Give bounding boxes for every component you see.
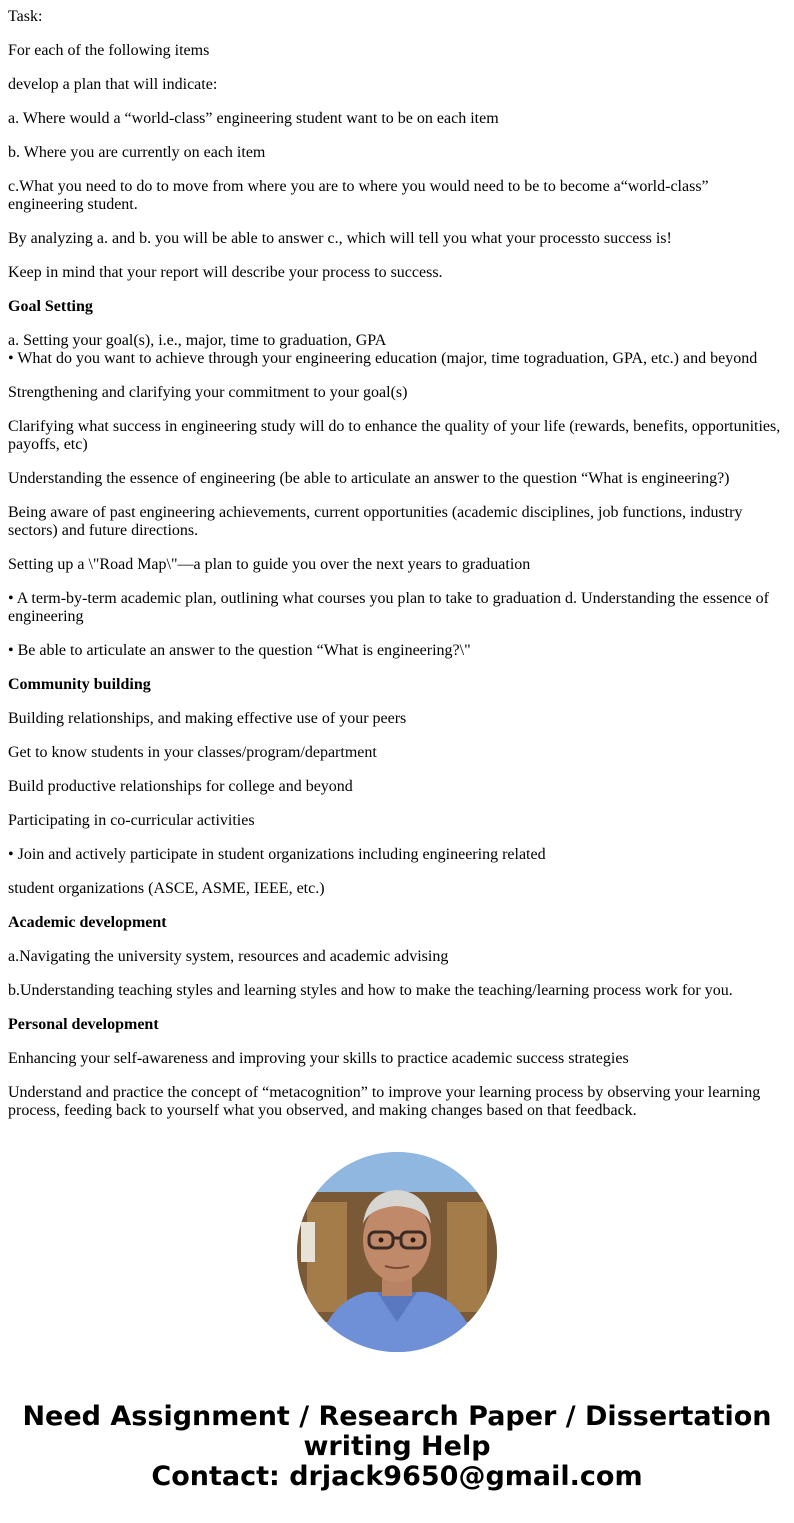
analysis-text: By analyzing a. and b. you will be able to answer c., which will tell you what your processto success is! <box>8 230 672 247</box>
goal-setting-line-4: Clarifying what success in engineering study will do to enhance the quality of your life (rewards, benefits, opportunities, payoffs, etc) <box>8 418 781 453</box>
footer-contact-email: Contact: drjack9650@gmail.com <box>151 1461 643 1492</box>
item-c: c.What you need to do to move from where you are to where you would need to be to become a“world-class” engineering student. <box>8 178 709 213</box>
community-line-1: Building relationships, and making effective use of your peers <box>8 710 407 727</box>
community-line-3: Build productive relationships for college and beyond <box>8 778 353 795</box>
community-line-5: • Join and actively participate in student organizations including engineering related <box>8 846 546 863</box>
personal-development-heading-text: Personal development <box>8 1016 159 1033</box>
community-line-6: student organizations (ASCE, ASME, IEEE, etc.) <box>8 880 325 897</box>
intro-line-2: develop a plan that will indicate: <box>8 76 218 93</box>
community-line-2: Get to know students in your classes/program/department <box>8 744 377 761</box>
community-line-4: Participating in co-curricular activities <box>8 812 255 829</box>
goal-setting-line-9: • Be able to articulate an answer to the question “What is engineering?\" <box>8 642 471 659</box>
goal-setting-line-8: • A term-by-term academic plan, outlining what courses you plan to take to graduation d. Understanding the essence of engineering <box>8 590 769 625</box>
item-b: b. Where you are currently on each item <box>8 144 266 161</box>
goal-setting-line-6: Being aware of past engineering achievements, current opportunities (academic disciplines, job functions, industry sectors) and future directions. <box>8 504 743 539</box>
task-label: Task: <box>8 8 43 25</box>
personal-line-1: Enhancing your self-awareness and improving your skills to practice academic success strategies <box>8 1050 629 1067</box>
goal-setting-line-2: • What do you want to achieve through your engineering education (major, time tograduation, GPA, etc.) and beyond <box>8 350 758 367</box>
author-avatar <box>297 1152 497 1352</box>
footer-line-2: writing Help <box>303 1431 491 1462</box>
goal-setting-heading <box>8 298 786 316</box>
footer-line-1: Need Assignment / Research Paper / Dissertation <box>22 1401 772 1432</box>
goal-setting-line-1: a. Setting your goal(s), i.e., major, time to graduation, GPA <box>8 332 387 349</box>
personal-line-2: Understand and practice the concept of “metacognition” to improve your learning process by observing your learning process, feeding back to yourself what you observed, and making changes based on that feedback. <box>8 1084 761 1119</box>
goal-setting-line-7: Setting up a \"Road Map\"—a plan to guide you over the next years to graduation <box>8 556 531 573</box>
personal-development-heading <box>8 1016 786 1034</box>
community-building-heading <box>8 676 786 694</box>
goal-setting-line-5: Understanding the essence of engineering (be able to articulate an answer to the question “What is engineering?) <box>8 470 730 487</box>
academic-development-heading <box>8 914 786 932</box>
reminder-text: Keep in mind that your report will describe your process to success. <box>8 264 443 281</box>
academic-development-heading-text: Academic development <box>8 914 167 931</box>
intro-line-1: For each of the following items <box>8 42 210 59</box>
author-portrait-image <box>297 1152 497 1352</box>
item-a: a. Where would a “world-class” engineering student want to be on each item <box>8 110 499 127</box>
goal-setting-heading-text: Goal Setting <box>8 298 93 315</box>
community-building-heading-text: Community building <box>8 676 151 693</box>
academic-line-1: a.Navigating the university system, resources and academic advising <box>8 948 449 965</box>
goal-setting-line-3: Strengthening and clarifying your commitment to your goal(s) <box>8 384 408 401</box>
academic-line-2: b.Understanding teaching styles and learning styles and how to make the teaching/learning process work for you. <box>8 982 733 999</box>
contact-footer <box>0 1402 794 1492</box>
document-body <box>8 8 786 1136</box>
